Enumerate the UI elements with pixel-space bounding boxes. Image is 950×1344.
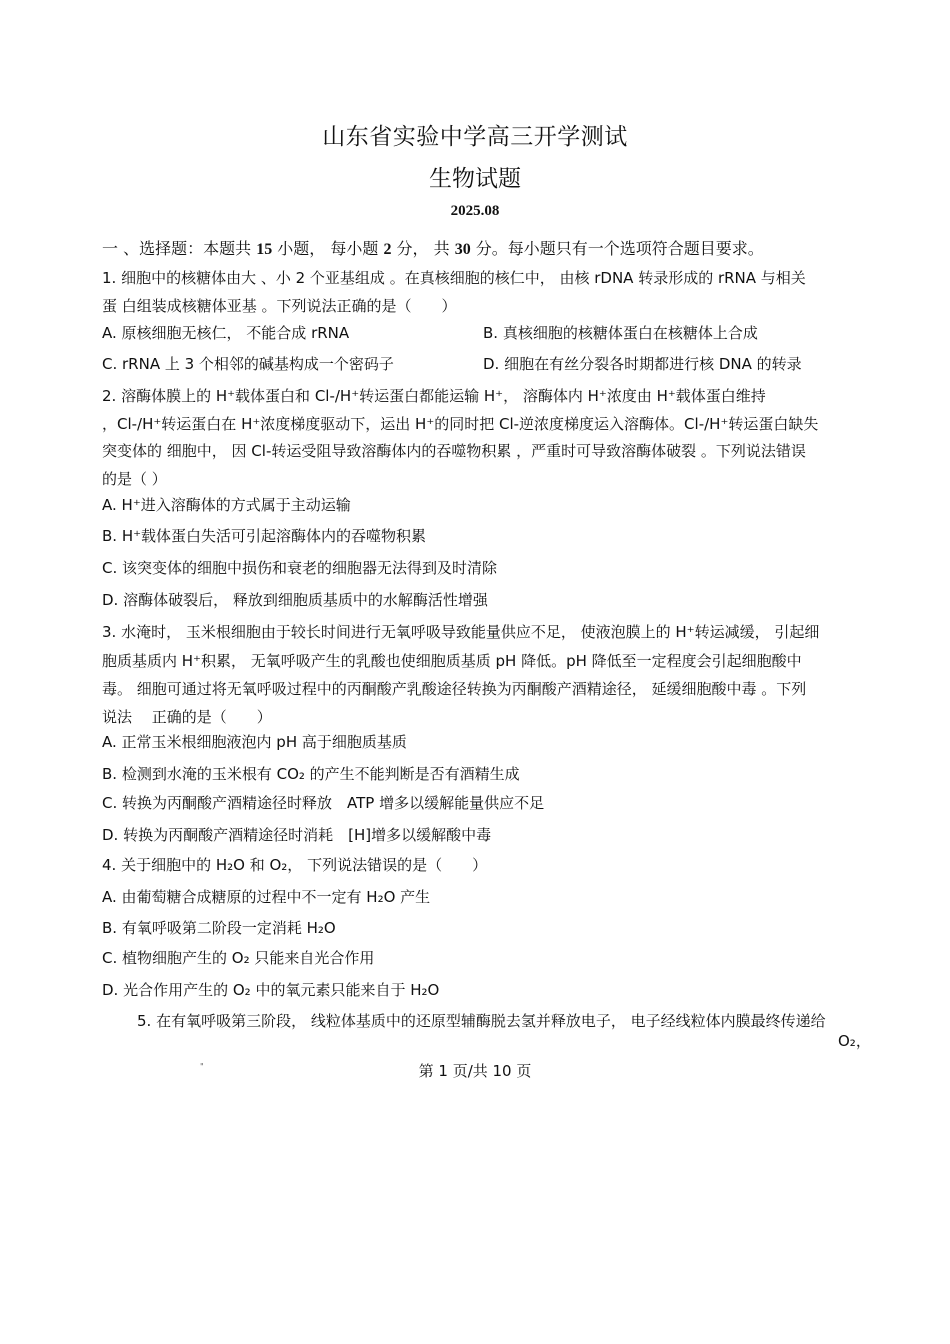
exam-subtitle: 生物试题 <box>429 166 521 192</box>
q3-option-c: C. 转换为丙酮酸产酒精途径时释放 ATP 增多以缓解能量供应不足 <box>102 794 545 812</box>
q3-stem-line3: 毒。 细胞可通过将无氧呼吸过程中的丙酮酸产乳酸途径转换为丙酮酸产酒精途径， 延缓细胞酸中毒 。下列 <box>102 680 807 698</box>
section-count: 15 <box>256 241 273 258</box>
q1-stem-line1: 1. 细胞中的核糖体由大 、小 2 个亚基组成 。在真核细胞的核仁中， 由核 rDNA 转录形成的 rRNA 与相关 <box>102 269 806 287</box>
q1-option-b: B. 真核细胞的核糖体蛋白在核糖体上合成 <box>483 324 758 342</box>
exam-date: 2025.08 <box>450 203 500 219</box>
section-total: 30 <box>454 241 471 258</box>
q4-option-a: A. 由葡萄糖合成糖原的过程中不一定有 H₂O 产生 <box>102 888 431 906</box>
q3-stem-line4: 说法 正确的是（ ） <box>102 708 272 726</box>
q4-stem: 4. 关于细胞中的 H₂O 和 O₂， 下列说法错误的是（ ） <box>102 856 488 874</box>
q2-stem-line1: 2. 溶酶体膜上的 H⁺载体蛋白和 Cl-/H⁺转运蛋白都能运输 H⁺， 溶酶体内 H⁺浓度由 H⁺载体蛋白维持 <box>102 387 766 405</box>
q2-option-a: A. H⁺进入溶酶体的方式属于主动运输 <box>102 496 351 514</box>
section-prefix: 一 、选择题：本题共 <box>102 239 257 258</box>
page-number: 第 1 页/共 10 页 <box>418 1062 532 1080</box>
q4-option-b: B. 有氧呼吸第二阶段一定消耗 H₂O <box>102 919 336 937</box>
section-mid2: 分， 共 <box>391 239 455 258</box>
section-suffix: 分。每小题只有一个选项符合题目要求。 <box>470 239 764 258</box>
section-mid1: 小题， 每小题 <box>272 239 384 258</box>
q3-option-b: B. 检测到水淹的玉米根有 CO₂ 的产生不能判断是否有酒精生成 <box>102 765 520 783</box>
q3-option-a: A. 正常玉米根细胞液泡内 pH 高于细胞质基质 <box>102 733 407 751</box>
section-points: 2 <box>383 241 392 258</box>
q2-stem-line3: 突变体的 细胞中， 因 Cl-转运受阻导致溶酶体内的吞噬物积累 ，严重时可导致溶酶体破裂 。下列说法错误 <box>102 442 806 460</box>
q4-option-c: C. 植物细胞产生的 O₂ 只能来自光合作用 <box>102 949 375 967</box>
q3-stem-line2: 胞质基质内 H⁺积累， 无氧呼吸产生的乳酸也使细胞质基质 pH 降低。pH 降低至一定程度会引起细胞酸中 <box>102 652 802 670</box>
q1-option-a: A. 原核细胞无核仁， 不能合成 rRNA <box>102 324 350 342</box>
q5-stem-line2: O₂， <box>838 1032 871 1050</box>
footer-mark: " <box>200 1062 204 1071</box>
q2-option-b: B. H⁺载体蛋白失活可引起溶酶体内的吞噬物积累 <box>102 527 427 545</box>
q4-option-d: D. 光合作用产生的 O₂ 中的氧元素只能来自于 H₂O <box>102 981 440 999</box>
q2-stem-line2: ，Cl-/H⁺转运蛋白在 H⁺浓度梯度驱动下，运出 H⁺的同时把 Cl-逆浓度梯度运入溶酶体。Cl-/H⁺转运蛋白缺失 <box>102 415 819 433</box>
q1-option-d: D. 细胞在有丝分裂各时期都进行核 DNA 的转录 <box>483 355 802 373</box>
exam-title: 山东省实验中学高三开学测试 <box>322 124 628 150</box>
q3-option-d: D. 转换为丙酮酸产酒精途径时消耗 [H]增多以缓解酸中毒 <box>102 826 492 844</box>
q2-option-d: D. 溶酶体破裂后， 释放到细胞质基质中的水解酶活性增强 <box>102 591 488 609</box>
q2-option-c: C. 该突变体的细胞中损伤和衰老的细胞器无法得到及时清除 <box>102 559 498 577</box>
q5-stem-line1: 5. 在有氧呼吸第三阶段， 线粒体基质中的还原型辅酶脱去氢并释放电子， 电子经线粒体内膜最终传递给 <box>137 1012 826 1030</box>
section-heading <box>102 236 892 259</box>
q2-stem-line4: 的是（ ） <box>102 470 167 488</box>
q3-stem-line1: 3. 水淹时， 玉米根细胞由于较长时间进行无氧呼吸导致能量供应不足， 使液泡膜上的 H⁺转运减缓， 引起细 <box>102 623 820 641</box>
q1-option-c: C. rRNA 上 3 个相邻的碱基构成一个密码子 <box>102 355 394 373</box>
q1-stem-line2: 蛋 白组装成核糖体亚基 。下列说法正确的是（ ） <box>102 297 457 315</box>
